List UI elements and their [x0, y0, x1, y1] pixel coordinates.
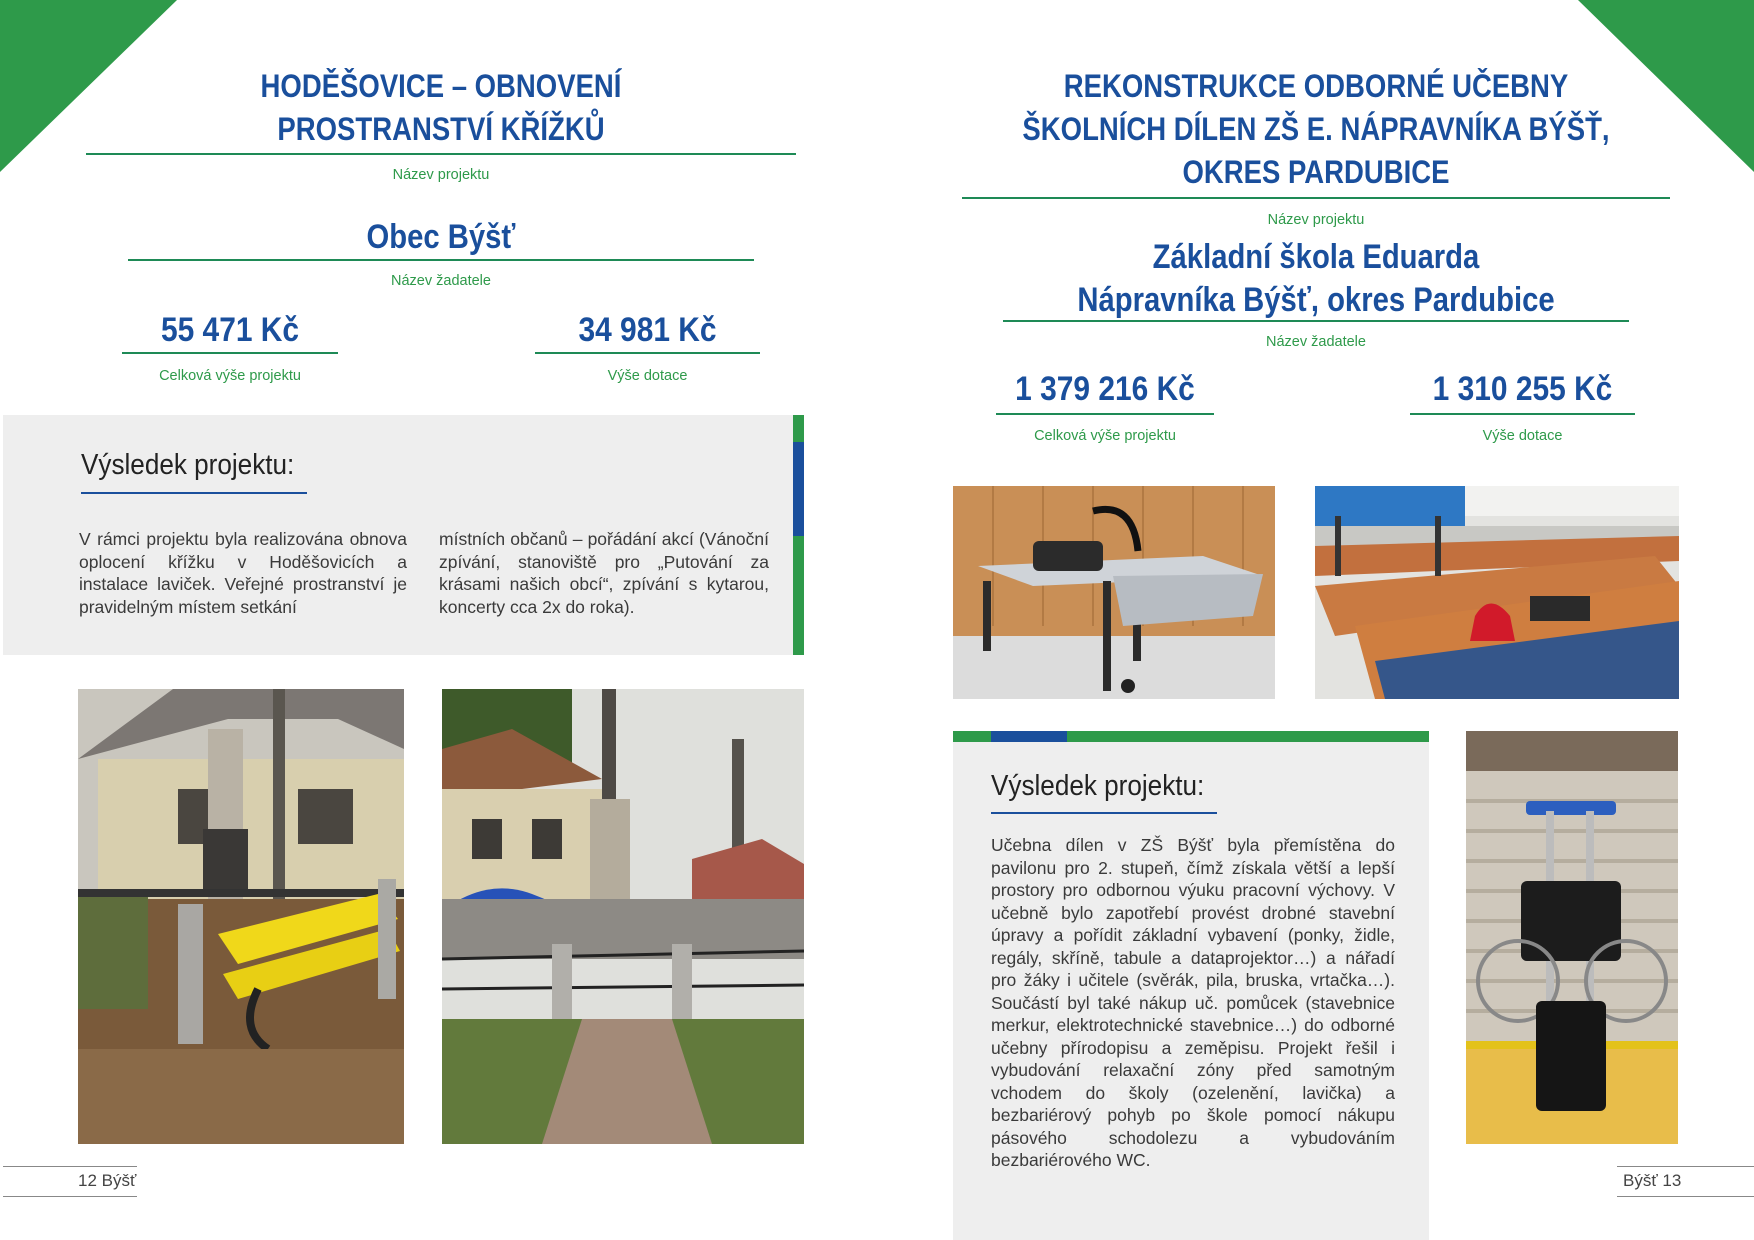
left-title-rule	[86, 153, 796, 155]
photo-cross-with-fence	[442, 689, 804, 1144]
left-title-line-2: PROSTRANSTVÍ KŘÍŽKŮ	[277, 111, 605, 147]
right-result-heading-rule	[991, 812, 1217, 814]
right-grant-rule	[1410, 413, 1635, 415]
left-title-caption: Název projektu	[392, 167, 490, 183]
right-title-caption: Název projektu	[1267, 212, 1365, 228]
right-applicant-rule	[1003, 320, 1629, 322]
right-accent-bar	[953, 731, 1429, 742]
right-applicant	[1047, 236, 1585, 322]
right-footer-rule-bottom	[1617, 1196, 1754, 1197]
right-result-heading: Výsledek projektu:	[991, 770, 1205, 802]
left-applicant-rule	[128, 259, 754, 261]
left-footer-rule-bottom	[3, 1196, 137, 1197]
right-total-amount: 1 379 216 Kč	[1015, 370, 1195, 408]
left-grant-caption: Výše dotace	[607, 368, 688, 384]
left-total-caption: Celková výše projektu	[159, 368, 301, 384]
photo-cross-with-bench	[78, 689, 404, 1144]
left-grant-rule	[535, 352, 760, 354]
right-title-line-2: ŠKOLNÍCH DÍLEN ZŠ E. NÁPRAVNÍKA BÝŠŤ,	[1022, 111, 1610, 147]
left-result-panel	[3, 415, 793, 655]
right-title-rule	[962, 197, 1670, 199]
right-project-title	[1012, 65, 1621, 194]
right-title-line-1: REKONSTRUKCE ODBORNÉ UČEBNY	[1063, 68, 1569, 104]
left-result-heading-rule	[81, 492, 307, 494]
left-result-column-2: místních občanů – pořádání akcí (Vánoční zpívání, stanoviště pro „Putování za krásami našich obcí“, zpívání s kytarou, koncerty cca 2x do roka).	[439, 529, 769, 617]
left-accent-bar	[793, 415, 804, 655]
photo-table-saw	[953, 486, 1275, 699]
right-total-caption: Celková výše projektu	[1034, 428, 1176, 444]
right-page-number: Býšť 13	[1623, 1171, 1682, 1190]
left-total-amount: 55 471 Kč	[160, 311, 300, 349]
photo-stair-climber	[1466, 731, 1678, 1144]
right-result-panel	[953, 742, 1429, 1240]
right-footer-rule-top	[1617, 1166, 1754, 1167]
right-grant-caption: Výše dotace	[1482, 428, 1563, 444]
right-total-rule	[996, 413, 1214, 415]
left-title-line-1: HODĚŠOVICE – OBNOVENÍ	[260, 68, 622, 104]
right-result-text: Učebna dílen v ZŠ Býšť byla přemístěna do pavilonu pro 2. stupeň, čímž získala větší a lepší prostory pro odbornou výuku pracovní výchovy. V učebně bylo zapotřebí provést drobné stavební úpravy a pořídit základní vybavení (ponky, židle, regály, skříně, tabule a dataprojektor…) a nářadí pro žáky i učitele (svěrák, pila, bruska, vrtačka…). Součástí byl také nákup uč. pomůcek (stavebnice merkur, elektrotechnické stavebnice…) do odborné učebny přírodopisu a zeměpisu. Projekt řešil i vybudování relaxační zóny před samotným vchodem do školy (ozelenění, lavička) a bezbariérový pohyb po škole pomocí nákupu pásového schodolezu a vybudováním bezbariérového WC.	[991, 835, 1395, 1170]
left-total-rule	[122, 352, 338, 354]
left-page-number: 12 Býšť	[78, 1171, 137, 1190]
right-applicant-line-2: Nápravníka Býšť, okres Pardubice	[1077, 281, 1555, 319]
left-grant-amount: 34 981 Kč	[578, 311, 717, 349]
right-applicant-line-1: Základní škola Eduarda	[1152, 238, 1480, 276]
left-applicant: Obec Býšť	[366, 218, 516, 256]
left-result-heading: Výsledek projektu:	[81, 449, 295, 481]
left-footer-rule-top	[3, 1166, 137, 1167]
left-project-title	[136, 65, 747, 151]
left-applicant-caption: Název žadatele	[391, 273, 491, 289]
photo-workshop-benches	[1315, 486, 1679, 699]
right-grant-amount: 1 310 255 Kč	[1432, 370, 1613, 408]
right-title-line-3: OKRES PARDUBICE	[1182, 154, 1450, 190]
left-result-column-1: V rámci projektu byla realizována obnova oplocení křížku v Hoděšovicích a instalace laviček. Veřejné prostranství je pravidelným místem setkání	[79, 529, 407, 617]
right-applicant-caption: Název žadatele	[1266, 334, 1366, 350]
